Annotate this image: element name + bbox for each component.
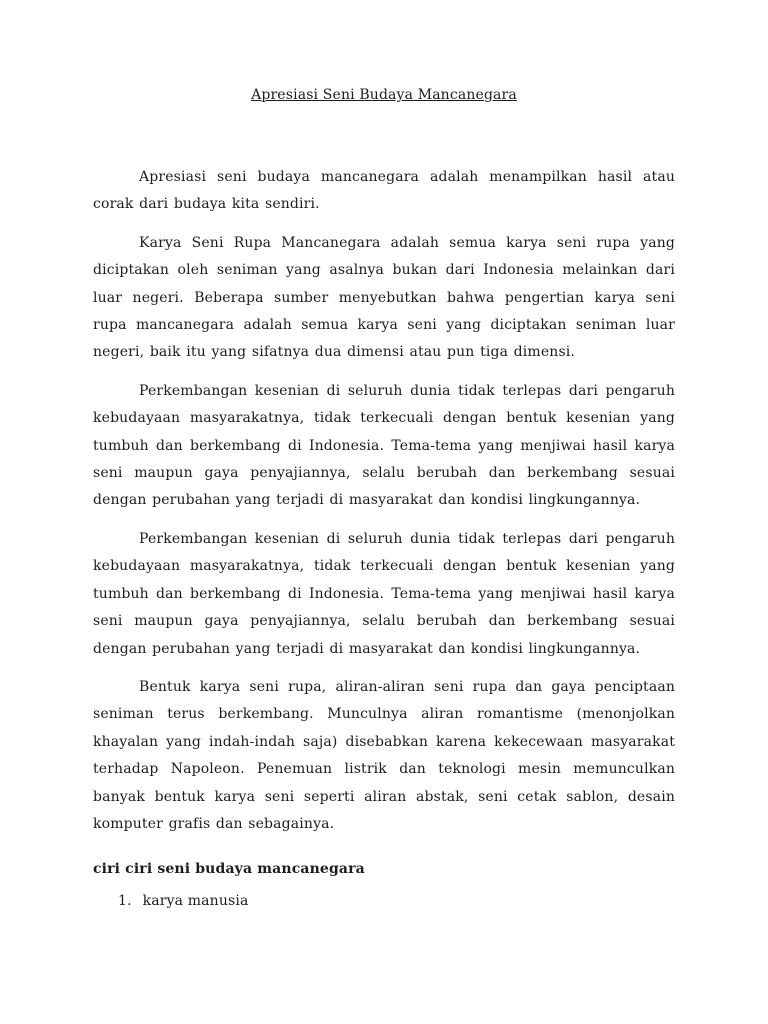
list-item bbox=[118, 888, 675, 915]
section-heading: ciri ciri seni budaya mancanegara bbox=[93, 861, 365, 878]
list-item-number: 1. bbox=[118, 892, 132, 909]
list-item-text: karya manusia bbox=[142, 892, 249, 909]
document-title: Apresiasi Seni Budaya Mancanegara bbox=[251, 87, 517, 103]
paragraph-intro: Apresiasi seni budaya mancanegara adalah menampilkan hasil atau corak dari budaya kita sendiri. bbox=[93, 169, 675, 213]
characteristics-list bbox=[93, 888, 675, 915]
paragraph-development-2: Perkembangan kesenian di seluruh dunia tidak terlepas dari pengaruh kebudayaan masyarakatnya, tidak terkecuali dengan bentuk kesenian yang tumbuh dan berkembang di Indonesia. Tema-tema yang menjiwai hasil karya seni maupun gaya penyajiannya, selalu berubah dan berkembang sesuai dengan perubahan yang terjadi di masyarakat dan kondisi lingkungannya. bbox=[93, 530, 675, 657]
paragraph-art-forms: Bentuk karya seni rupa, aliran-aliran seni rupa dan gaya penciptaan seniman terus berkembang. Munculnya aliran romantisme (menonjolkan khayalan yang indah-indah saja) disebabkan karena kekecewaan masyarakat terhadap Napoleon. Penemuan listrik dan teknologi mesin memunculkan banyak bentuk karya seni seperti aliran abstak, seni cetak sablon, desain komputer grafis dan sebagainya. bbox=[93, 678, 675, 832]
paragraph-development-1: Perkembangan kesenian di seluruh dunia tidak terlepas dari pengaruh kebudayaan masyarakatnya, tidak terkecuali dengan bentuk kesenian yang tumbuh dan berkembang di Indonesia. Tema-tema yang menjiwai hasil karya seni maupun gaya penyajiannya, selalu berubah dan berkembang sesuai dengan perubahan yang terjadi di masyarakat dan kondisi lingkungannya. bbox=[93, 382, 675, 509]
paragraph-definition: Karya Seni Rupa Mancanegara adalah semua karya seni rupa yang diciptakan oleh seniman yang asalnya bukan dari Indonesia melainkan dari luar negeri. Beberapa sumber menyebutkan bahwa pengertian karya seni rupa mancanegara adalah semua karya seni yang diciptakan seniman luar negeri, baik itu yang sifatnya dua dimensi atau pun tiga dimensi. bbox=[93, 234, 675, 361]
